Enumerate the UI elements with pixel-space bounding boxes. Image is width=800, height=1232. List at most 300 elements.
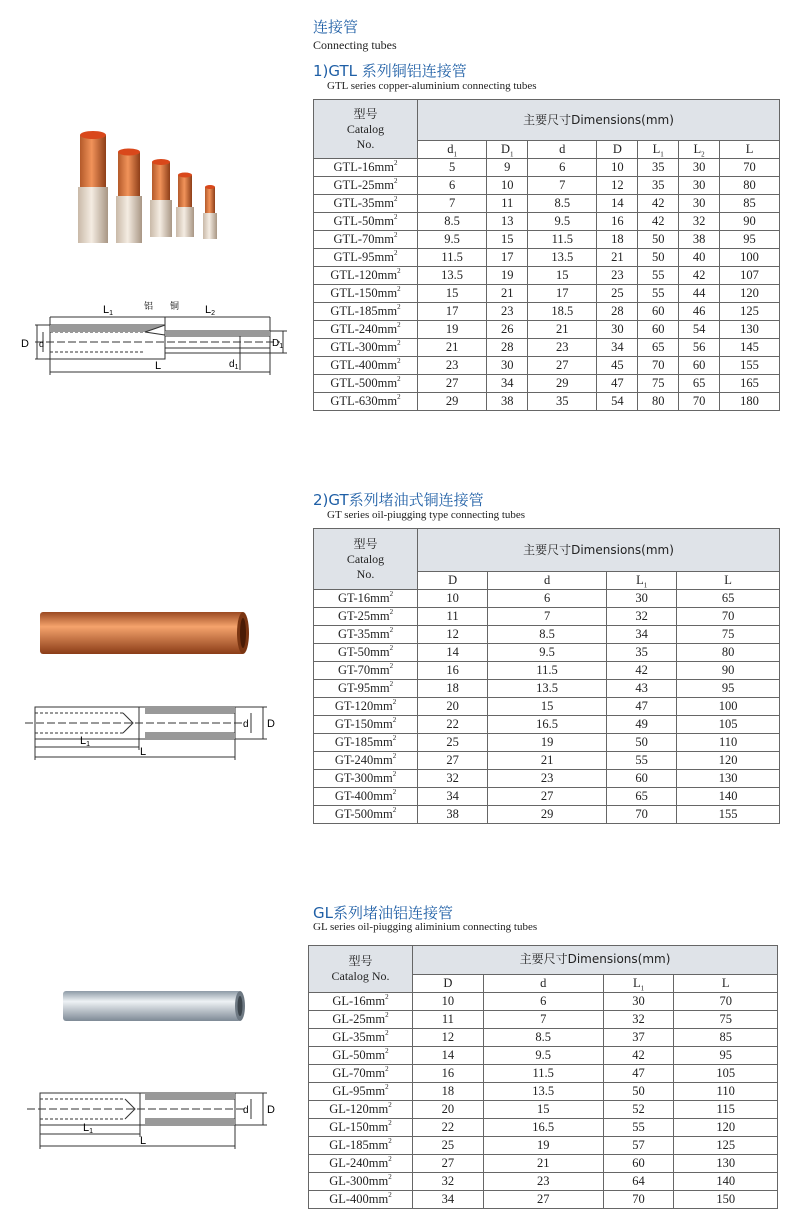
- value-cell: 65: [679, 375, 720, 393]
- value-cell: 25: [597, 285, 638, 303]
- value-cell: 19: [483, 1137, 603, 1155]
- value-cell: 16.5: [483, 1119, 603, 1137]
- model-cell: $GL-95mm^2$: [309, 1083, 413, 1101]
- value-cell: 34: [413, 1191, 484, 1209]
- value-cell: 30: [679, 195, 720, 213]
- value-cell: 12: [418, 626, 488, 644]
- value-cell: 95: [677, 680, 780, 698]
- column-header: $L_1$: [607, 572, 677, 590]
- dim-label-L1: L1: [83, 1122, 94, 1135]
- value-cell: 55: [638, 267, 679, 285]
- model-cell: GTL-$400mm^2$: [314, 357, 418, 375]
- value-cell: 18: [413, 1083, 484, 1101]
- model-cell: $GT-35mm^2$: [314, 626, 418, 644]
- column-header: D: [597, 141, 638, 159]
- table-row: [309, 1137, 778, 1155]
- value-cell: 15: [487, 231, 528, 249]
- value-cell: 32: [603, 1011, 674, 1029]
- dim-label-d: d: [243, 719, 249, 730]
- table-row: [314, 770, 780, 788]
- model-cell: $GT-185mm^2$: [314, 734, 418, 752]
- value-cell: 60: [603, 1155, 674, 1173]
- dim-label-L: L: [155, 360, 162, 372]
- value-cell: 42: [638, 195, 679, 213]
- value-cell: 9.5: [488, 644, 607, 662]
- column-header: d: [488, 572, 607, 590]
- gtl-tubes-photo: [70, 125, 230, 255]
- gt-dimension-drawing: [15, 695, 285, 765]
- value-cell: 10: [418, 590, 488, 608]
- value-cell: 34: [597, 339, 638, 357]
- value-cell: 65: [677, 590, 780, 608]
- value-cell: 80: [638, 393, 679, 411]
- value-cell: 19: [418, 321, 487, 339]
- value-cell: 23: [418, 357, 487, 375]
- value-cell: 9.5: [483, 1047, 603, 1065]
- value-cell: 6: [418, 177, 487, 195]
- value-cell: 23: [597, 267, 638, 285]
- value-cell: 47: [603, 1065, 674, 1083]
- table-row: [314, 698, 780, 716]
- gt-spec-table: [313, 528, 780, 824]
- value-cell: 9.5: [418, 231, 487, 249]
- table-row: [314, 195, 780, 213]
- value-cell: 45: [597, 357, 638, 375]
- dim-label-L1: L1: [103, 304, 114, 317]
- value-cell: 130: [720, 321, 780, 339]
- value-cell: 19: [487, 267, 528, 285]
- table-row: [314, 590, 780, 608]
- value-cell: 55: [607, 752, 677, 770]
- model-cell: GTL-$150mm^2$: [314, 285, 418, 303]
- column-header: L: [677, 572, 780, 590]
- value-cell: 5: [418, 159, 487, 177]
- value-cell: 35: [638, 159, 679, 177]
- value-cell: 34: [487, 375, 528, 393]
- value-cell: 43: [607, 680, 677, 698]
- value-cell: 100: [720, 249, 780, 267]
- model-cell: $GT-300mm^2$: [314, 770, 418, 788]
- model-cell: $GL-35mm^2$: [309, 1029, 413, 1047]
- value-cell: 11: [418, 608, 488, 626]
- model-cell: $GT-240mm^2$: [314, 752, 418, 770]
- value-cell: 70: [720, 159, 780, 177]
- gtl-tube-5: [203, 185, 217, 239]
- value-cell: 140: [674, 1173, 778, 1191]
- value-cell: 16: [597, 213, 638, 231]
- value-cell: 60: [679, 357, 720, 375]
- value-cell: 6: [483, 993, 603, 1011]
- model-cell: GTL-$500mm^2$: [314, 375, 418, 393]
- value-cell: 17: [418, 303, 487, 321]
- value-cell: 155: [720, 357, 780, 375]
- value-cell: 11.5: [528, 231, 597, 249]
- table-row: [309, 1029, 778, 1047]
- value-cell: 38: [418, 806, 488, 824]
- value-cell: 60: [638, 303, 679, 321]
- value-cell: 8.5: [418, 213, 487, 231]
- value-cell: 15: [488, 698, 607, 716]
- value-cell: 50: [607, 734, 677, 752]
- value-cell: 56: [679, 339, 720, 357]
- value-cell: 11.5: [418, 249, 487, 267]
- table-row: [314, 680, 780, 698]
- value-cell: 47: [607, 698, 677, 716]
- value-cell: 90: [677, 662, 780, 680]
- value-cell: 18: [597, 231, 638, 249]
- value-cell: 21: [483, 1155, 603, 1173]
- value-cell: 29: [418, 393, 487, 411]
- value-cell: 30: [679, 177, 720, 195]
- value-cell: 49: [607, 716, 677, 734]
- value-cell: 55: [603, 1119, 674, 1137]
- table-row: [314, 177, 780, 195]
- value-cell: 13.5: [528, 249, 597, 267]
- model-cell: $GL-240mm^2$: [309, 1155, 413, 1173]
- column-header: D: [418, 572, 488, 590]
- model-header: 型号 Catalog No.: [314, 100, 418, 159]
- value-cell: 17: [528, 285, 597, 303]
- dim-label-L: L: [140, 1135, 147, 1147]
- value-cell: 32: [418, 770, 488, 788]
- table-row: [314, 644, 780, 662]
- model-header: 型号 Catalog No.: [309, 946, 413, 993]
- value-cell: 35: [607, 644, 677, 662]
- value-cell: 42: [679, 267, 720, 285]
- value-cell: 120: [677, 752, 780, 770]
- value-cell: 115: [674, 1101, 778, 1119]
- value-cell: 13.5: [483, 1083, 603, 1101]
- value-cell: 32: [413, 1173, 484, 1191]
- value-cell: 107: [720, 267, 780, 285]
- model-cell: GTL-$70mm^2$: [314, 231, 418, 249]
- model-cell: $GT-150mm^2$: [314, 716, 418, 734]
- column-header: $L_1$: [638, 141, 679, 159]
- value-cell: 60: [638, 321, 679, 339]
- value-cell: 34: [607, 626, 677, 644]
- value-cell: 42: [607, 662, 677, 680]
- model-cell: $GL-50mm^2$: [309, 1047, 413, 1065]
- model-cell: GTL-$50mm^2$: [314, 213, 418, 231]
- model-cell: GTL-$120mm^2$: [314, 267, 418, 285]
- dim-label-D: D: [267, 718, 275, 730]
- model-cell: $GT-400mm^2$: [314, 788, 418, 806]
- value-cell: 20: [418, 698, 488, 716]
- value-cell: 70: [607, 806, 677, 824]
- section-2-title: 2)GT系列堵油式铜连接管: [313, 491, 484, 509]
- value-cell: 32: [679, 213, 720, 231]
- table-row: [309, 993, 778, 1011]
- value-cell: 65: [607, 788, 677, 806]
- value-cell: 13.5: [418, 267, 487, 285]
- value-cell: 27: [483, 1191, 603, 1209]
- value-cell: 28: [597, 303, 638, 321]
- table-row: [314, 716, 780, 734]
- value-cell: 110: [677, 734, 780, 752]
- gtl-tube-3: [150, 159, 172, 237]
- value-cell: 150: [674, 1191, 778, 1209]
- value-cell: 70: [679, 393, 720, 411]
- gl-spec-table: [308, 945, 778, 1209]
- gtl-tube-2: [116, 149, 142, 244]
- table-row: [309, 1119, 778, 1137]
- value-cell: 26: [487, 321, 528, 339]
- gtl-spec-table: [313, 99, 780, 411]
- dim-label-D: D: [21, 338, 29, 350]
- value-cell: 125: [674, 1137, 778, 1155]
- value-cell: 27: [413, 1155, 484, 1173]
- gt-copper-tube-photo: [35, 600, 255, 665]
- value-cell: 40: [679, 249, 720, 267]
- value-cell: 70: [677, 608, 780, 626]
- value-cell: 23: [488, 770, 607, 788]
- value-cell: 12: [413, 1029, 484, 1047]
- value-cell: 42: [603, 1047, 674, 1065]
- value-cell: 10: [597, 159, 638, 177]
- value-cell: 19: [488, 734, 607, 752]
- table-row: [314, 626, 780, 644]
- model-cell: $GL-185mm^2$: [309, 1137, 413, 1155]
- value-cell: 25: [413, 1137, 484, 1155]
- value-cell: 110: [674, 1083, 778, 1101]
- value-cell: 21: [488, 752, 607, 770]
- value-cell: 23: [483, 1173, 603, 1191]
- value-cell: 54: [679, 321, 720, 339]
- table-row: [314, 159, 780, 177]
- value-cell: 70: [603, 1191, 674, 1209]
- model-header: 型号 Catalog No.: [314, 529, 418, 590]
- value-cell: 9.5: [528, 213, 597, 231]
- value-cell: 21: [487, 285, 528, 303]
- value-cell: 50: [603, 1083, 674, 1101]
- value-cell: 60: [607, 770, 677, 788]
- value-cell: 15: [483, 1101, 603, 1119]
- value-cell: 90: [720, 213, 780, 231]
- value-cell: 165: [720, 375, 780, 393]
- value-cell: 120: [720, 285, 780, 303]
- value-cell: 44: [679, 285, 720, 303]
- model-cell: $GT-70mm^2$: [314, 662, 418, 680]
- value-cell: 47: [597, 375, 638, 393]
- dimensions-header: 主要尺寸Dimensions(mm): [413, 946, 778, 975]
- value-cell: 64: [603, 1173, 674, 1191]
- value-cell: 7: [483, 1011, 603, 1029]
- value-cell: 155: [677, 806, 780, 824]
- value-cell: 23: [487, 303, 528, 321]
- value-cell: 100: [677, 698, 780, 716]
- value-cell: 11.5: [488, 662, 607, 680]
- value-cell: 70: [638, 357, 679, 375]
- dim-label-d1: $d_1$: [229, 359, 239, 371]
- column-header: d: [483, 974, 603, 992]
- section-2-subtitle: GT series oil-piugging type connecting tubes: [327, 509, 526, 521]
- model-cell: GTL-$185mm^2$: [314, 303, 418, 321]
- value-cell: 70: [674, 993, 778, 1011]
- table-row: [309, 1047, 778, 1065]
- value-cell: 125: [720, 303, 780, 321]
- value-cell: 15: [418, 285, 487, 303]
- table-row: [309, 1155, 778, 1173]
- table-row: [309, 1083, 778, 1101]
- table-row: [314, 285, 780, 303]
- value-cell: 145: [720, 339, 780, 357]
- value-cell: 23: [528, 339, 597, 357]
- value-cell: 7: [418, 195, 487, 213]
- page-subtitle: Connecting tubes: [313, 38, 397, 52]
- value-cell: 42: [638, 213, 679, 231]
- value-cell: 95: [674, 1047, 778, 1065]
- table-row: [314, 806, 780, 824]
- model-cell: $GL-300mm^2$: [309, 1173, 413, 1191]
- value-cell: 75: [674, 1011, 778, 1029]
- dim-label-d: d: [243, 1105, 249, 1116]
- table-row: [309, 1101, 778, 1119]
- value-cell: 17: [487, 249, 528, 267]
- value-cell: 8.5: [528, 195, 597, 213]
- value-cell: 20: [413, 1101, 484, 1119]
- value-cell: 130: [674, 1155, 778, 1173]
- model-cell: $GL-120mm^2$: [309, 1101, 413, 1119]
- dim-label-L2: L2: [205, 304, 216, 317]
- section-3-subtitle: GL series oil-piugging aliminium connecting tubes: [313, 921, 538, 933]
- value-cell: 38: [487, 393, 528, 411]
- value-cell: 46: [679, 303, 720, 321]
- table-row: [314, 752, 780, 770]
- model-cell: $GT-500mm^2$: [314, 806, 418, 824]
- value-cell: 29: [488, 806, 607, 824]
- column-header: $d_1$: [418, 141, 487, 159]
- value-cell: 13.5: [488, 680, 607, 698]
- value-cell: 65: [638, 339, 679, 357]
- value-cell: 16: [418, 662, 488, 680]
- table-row: [314, 249, 780, 267]
- table-row: [314, 393, 780, 411]
- table-row: [314, 608, 780, 626]
- value-cell: 120: [674, 1119, 778, 1137]
- value-cell: 14: [597, 195, 638, 213]
- column-header: L: [720, 141, 780, 159]
- value-cell: 11.5: [483, 1065, 603, 1083]
- value-cell: 14: [413, 1047, 484, 1065]
- value-cell: 55: [638, 285, 679, 303]
- table-row: [314, 213, 780, 231]
- gtl-dimension-drawing: [15, 295, 295, 385]
- dim-label-L: L: [140, 746, 147, 758]
- model-cell: GTL-$300mm^2$: [314, 339, 418, 357]
- model-cell: GTL-$240mm^2$: [314, 321, 418, 339]
- value-cell: 130: [677, 770, 780, 788]
- value-cell: 16: [413, 1065, 484, 1083]
- table-row: [314, 357, 780, 375]
- value-cell: 13: [487, 213, 528, 231]
- column-header: d: [528, 141, 597, 159]
- model-cell: GTL-$95mm^2$: [314, 249, 418, 267]
- table-row: [314, 321, 780, 339]
- label-aluminium: 铝: [144, 302, 154, 312]
- gl-dimension-drawing: [15, 1085, 285, 1155]
- value-cell: 35: [638, 177, 679, 195]
- value-cell: 27: [528, 357, 597, 375]
- model-cell: $GL-16mm^2$: [309, 993, 413, 1011]
- value-cell: 7: [528, 177, 597, 195]
- value-cell: 21: [418, 339, 487, 357]
- model-cell: $GT-25mm^2$: [314, 608, 418, 626]
- model-cell: GTL-$16mm^2$: [314, 159, 418, 177]
- value-cell: 6: [528, 159, 597, 177]
- value-cell: 30: [679, 159, 720, 177]
- table-row: [309, 1173, 778, 1191]
- model-cell: GTL-$630mm^2$: [314, 393, 418, 411]
- value-cell: 11: [413, 1011, 484, 1029]
- value-cell: 25: [418, 734, 488, 752]
- dimensions-header: 主要尺寸Dimensions(mm): [418, 529, 780, 572]
- value-cell: 57: [603, 1137, 674, 1155]
- value-cell: 30: [597, 321, 638, 339]
- dim-label-D: D: [267, 1104, 275, 1116]
- value-cell: 16.5: [488, 716, 607, 734]
- value-cell: 11: [487, 195, 528, 213]
- value-cell: 9: [487, 159, 528, 177]
- value-cell: 21: [597, 249, 638, 267]
- model-cell: GTL-$35mm^2$: [314, 195, 418, 213]
- value-cell: 27: [488, 788, 607, 806]
- value-cell: 14: [418, 644, 488, 662]
- column-header: L: [674, 974, 778, 992]
- gl-aluminium-tube-photo: [60, 985, 250, 1027]
- value-cell: 28: [487, 339, 528, 357]
- value-cell: 35: [528, 393, 597, 411]
- value-cell: 140: [677, 788, 780, 806]
- model-cell: $GT-50mm^2$: [314, 644, 418, 662]
- value-cell: 8.5: [488, 626, 607, 644]
- dim-label-d: d: [39, 339, 45, 349]
- value-cell: 80: [720, 177, 780, 195]
- value-cell: 22: [413, 1119, 484, 1137]
- column-header: D: [413, 974, 484, 992]
- model-cell: GTL-$25mm^2$: [314, 177, 418, 195]
- value-cell: 54: [597, 393, 638, 411]
- value-cell: 105: [674, 1065, 778, 1083]
- column-header: $L_2$: [679, 141, 720, 159]
- model-cell: $GL-400mm^2$: [309, 1191, 413, 1209]
- model-cell: $GL-150mm^2$: [309, 1119, 413, 1137]
- table-row: [314, 734, 780, 752]
- section-3-title: GL系列堵油铝连接管: [313, 904, 453, 922]
- column-header: $L_1$: [603, 974, 674, 992]
- value-cell: 32: [607, 608, 677, 626]
- value-cell: 10: [487, 177, 528, 195]
- value-cell: 85: [674, 1029, 778, 1047]
- table-row: [314, 662, 780, 680]
- value-cell: 27: [418, 752, 488, 770]
- value-cell: 8.5: [483, 1029, 603, 1047]
- model-cell: $GL-70mm^2$: [309, 1065, 413, 1083]
- table-row: [314, 231, 780, 249]
- value-cell: 29: [528, 375, 597, 393]
- table-row: [309, 1065, 778, 1083]
- dimensions-header: 主要尺寸Dimensions(mm): [418, 100, 780, 141]
- value-cell: 18: [418, 680, 488, 698]
- value-cell: 105: [677, 716, 780, 734]
- value-cell: 180: [720, 393, 780, 411]
- gtl-tube-4: [176, 173, 194, 238]
- value-cell: 27: [418, 375, 487, 393]
- model-cell: $GT-120mm^2$: [314, 698, 418, 716]
- table-row: [309, 1011, 778, 1029]
- value-cell: 21: [528, 321, 597, 339]
- value-cell: 50: [638, 231, 679, 249]
- value-cell: 95: [720, 231, 780, 249]
